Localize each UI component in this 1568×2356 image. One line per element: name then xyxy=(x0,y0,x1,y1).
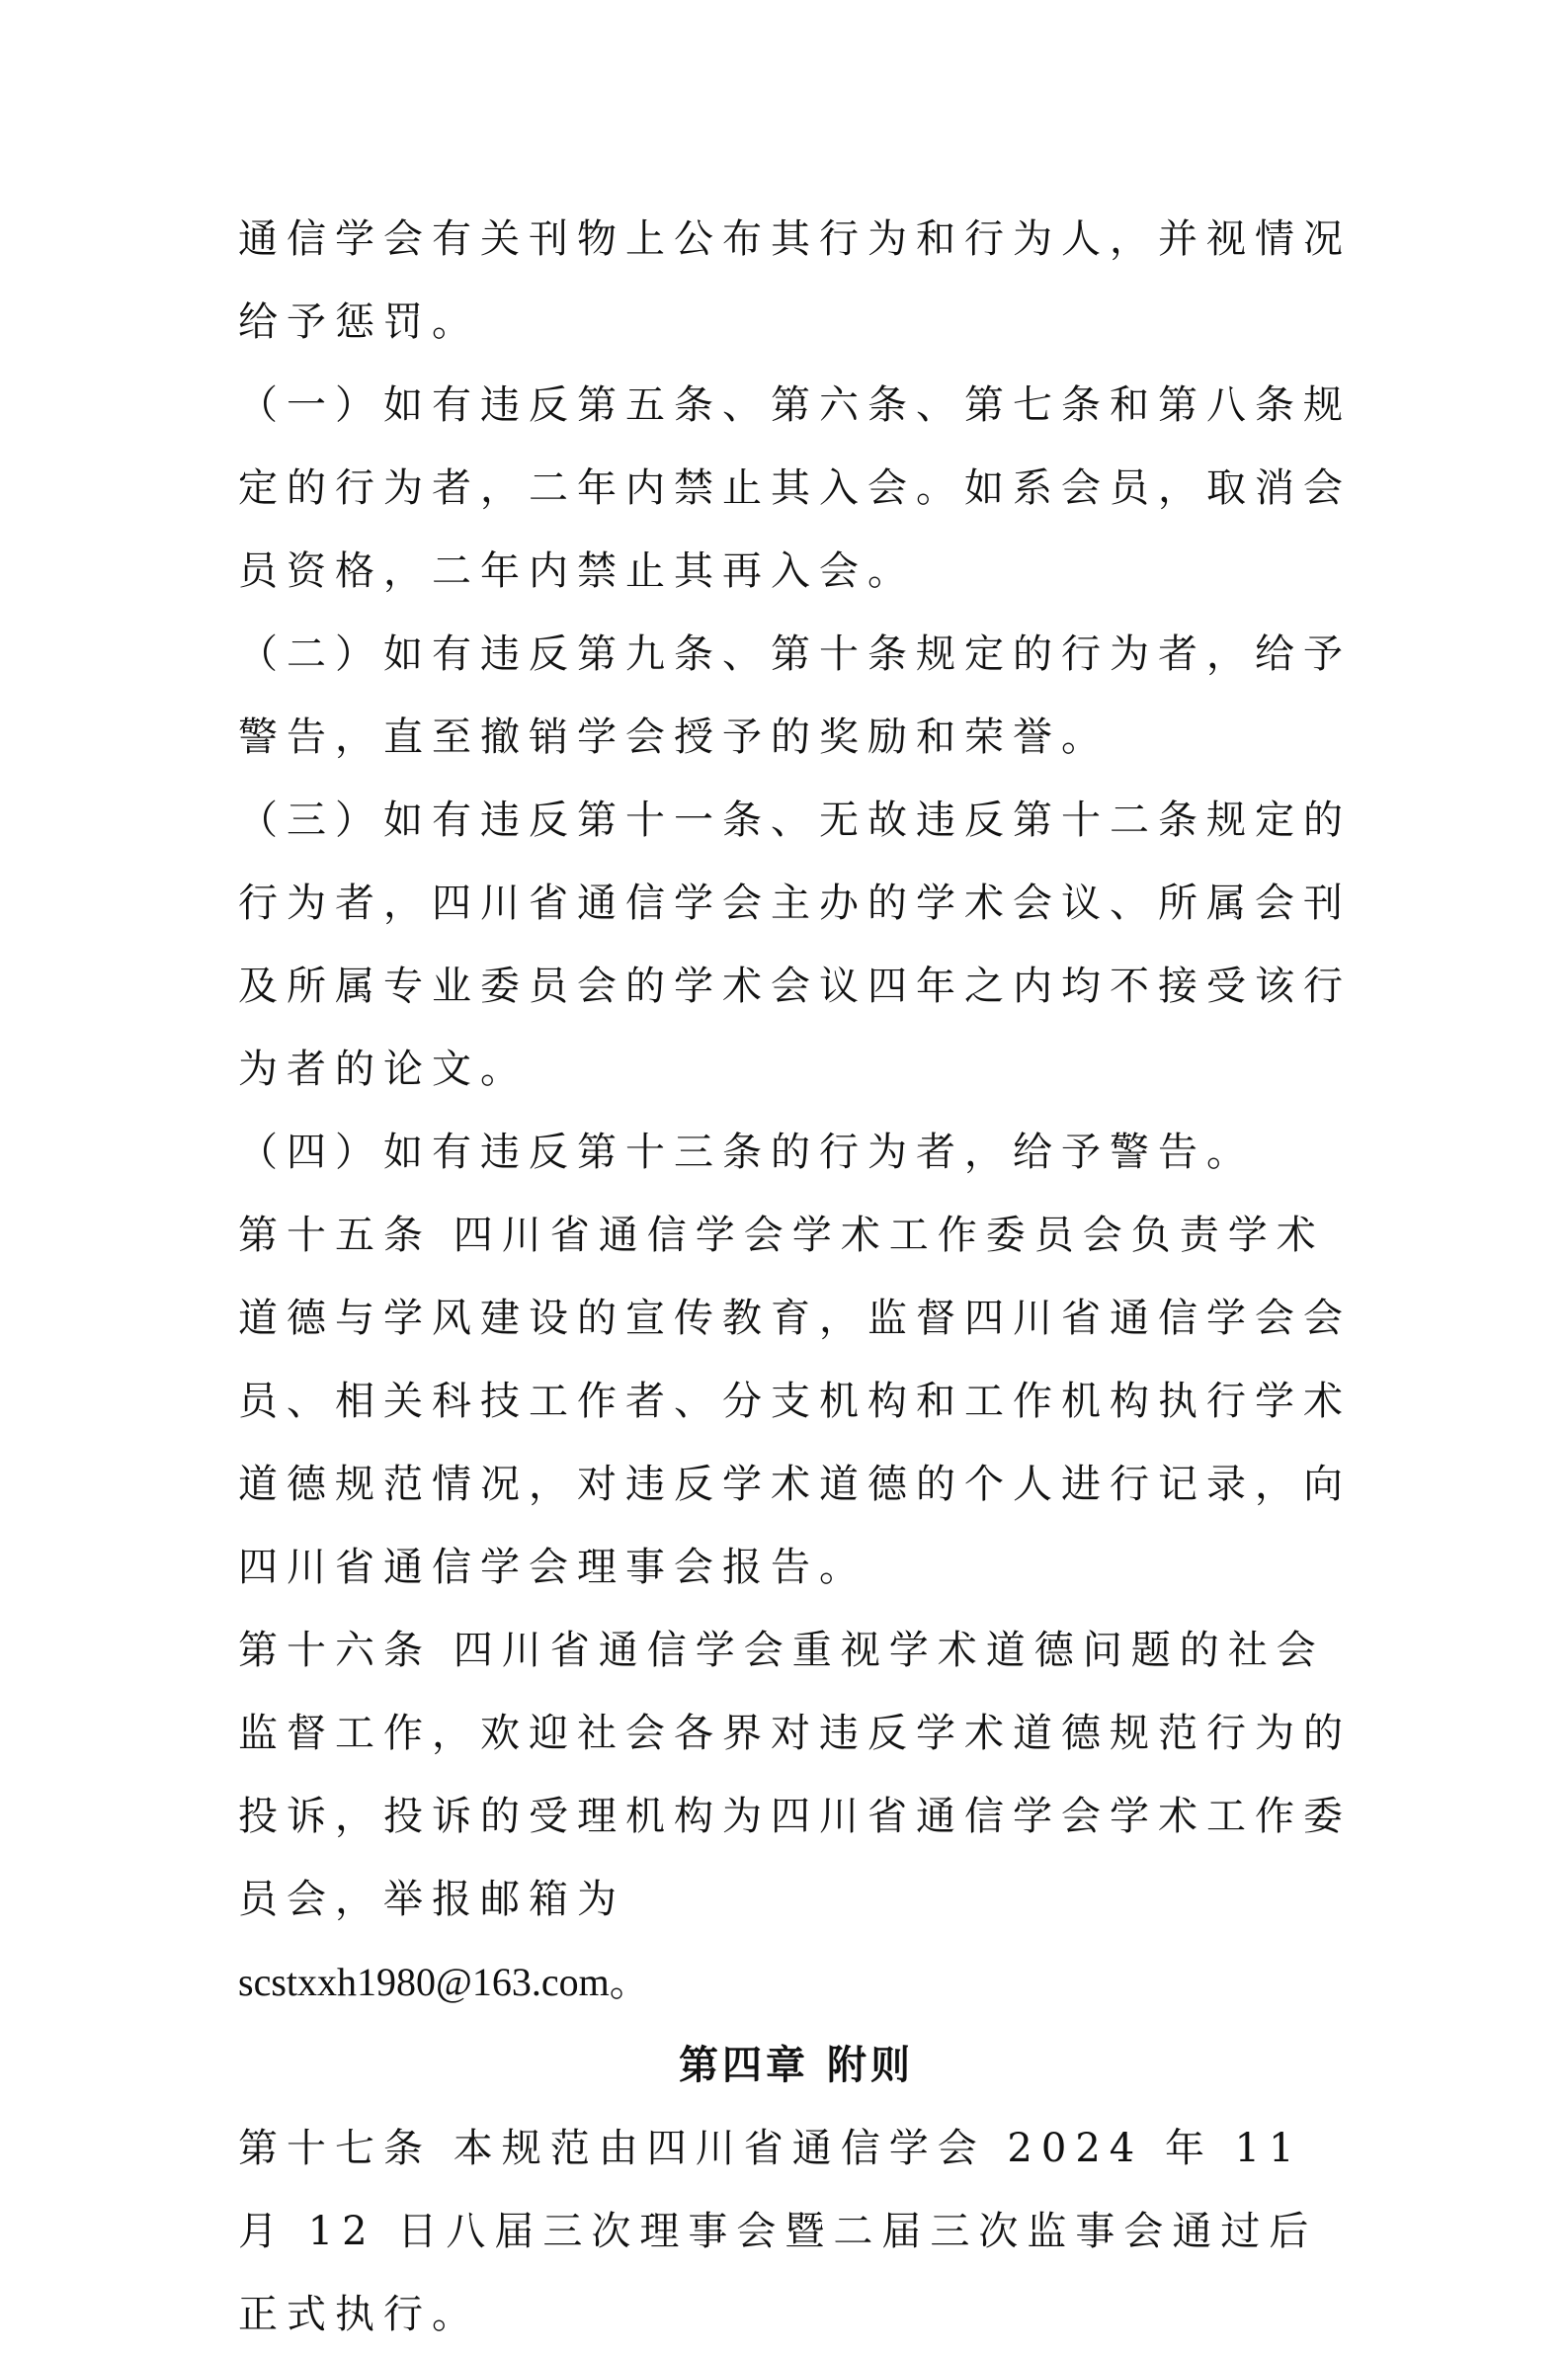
paragraph-penalty-item-1: （一）如有违反第五条、第六条、第七条和第八条规定的行为者，二年内禁止其入会。如系会员，取消会员资格，二年内禁止其再入会。 xyxy=(238,382,1352,594)
paragraph-article-17: 第十七条 本规范由四川省通信学会 2024 年 11 月 12 日八届三次理事会暨二届三次监事会通过后正式执行。 xyxy=(238,2126,1318,2337)
paragraph-penalty-item-4: （四）如有违反第十三条的行为者，给予警告。 xyxy=(238,1130,1255,1175)
email-line xyxy=(238,1941,1355,2024)
paragraph-penalty-intro: 通信学会有关刊物上公布其行为和行为人，并视情况给予惩罚。 xyxy=(238,216,1352,345)
report-email: scstxxh1980@163.com xyxy=(238,1960,610,2004)
paragraph-penalty-item-2: （二）如有违反第九条、第十条规定的行为者，给予警告，直至撤销学会授予的奖励和荣誉。 xyxy=(238,631,1352,760)
paragraph-article-15: 第十五条 四川省通信学会学术工作委员会负责学术道德与学风建设的宣传教育，监督四川省通信学会会员、相关科技工作者、分支机构和工作机构执行学术道德规范情况，对违反学术道德的个人进行记录，向四川省通信学会理事会报告。 xyxy=(238,1213,1352,1590)
email-suffix: 。 xyxy=(609,1960,658,2005)
chapter-heading: 第四章 附则 xyxy=(679,2042,914,2088)
paragraph-penalty-item-3: （三）如有违反第十一条、无故违反第十二条规定的行为者，四川省通信学会主办的学术会议、所属会刊及所属专业委员会的学术会议四年之内均不接受该行为者的论文。 xyxy=(238,798,1352,1092)
paragraph-article-16: 第十六条 四川省通信学会重视学术道德问题的社会监督工作，欢迎社会各界对违反学术道德规范行为的投诉，投诉的受理机构为四川省通信学会学术工作委员会，举报邮箱为 xyxy=(238,1628,1352,1922)
document-body xyxy=(238,198,1355,2356)
